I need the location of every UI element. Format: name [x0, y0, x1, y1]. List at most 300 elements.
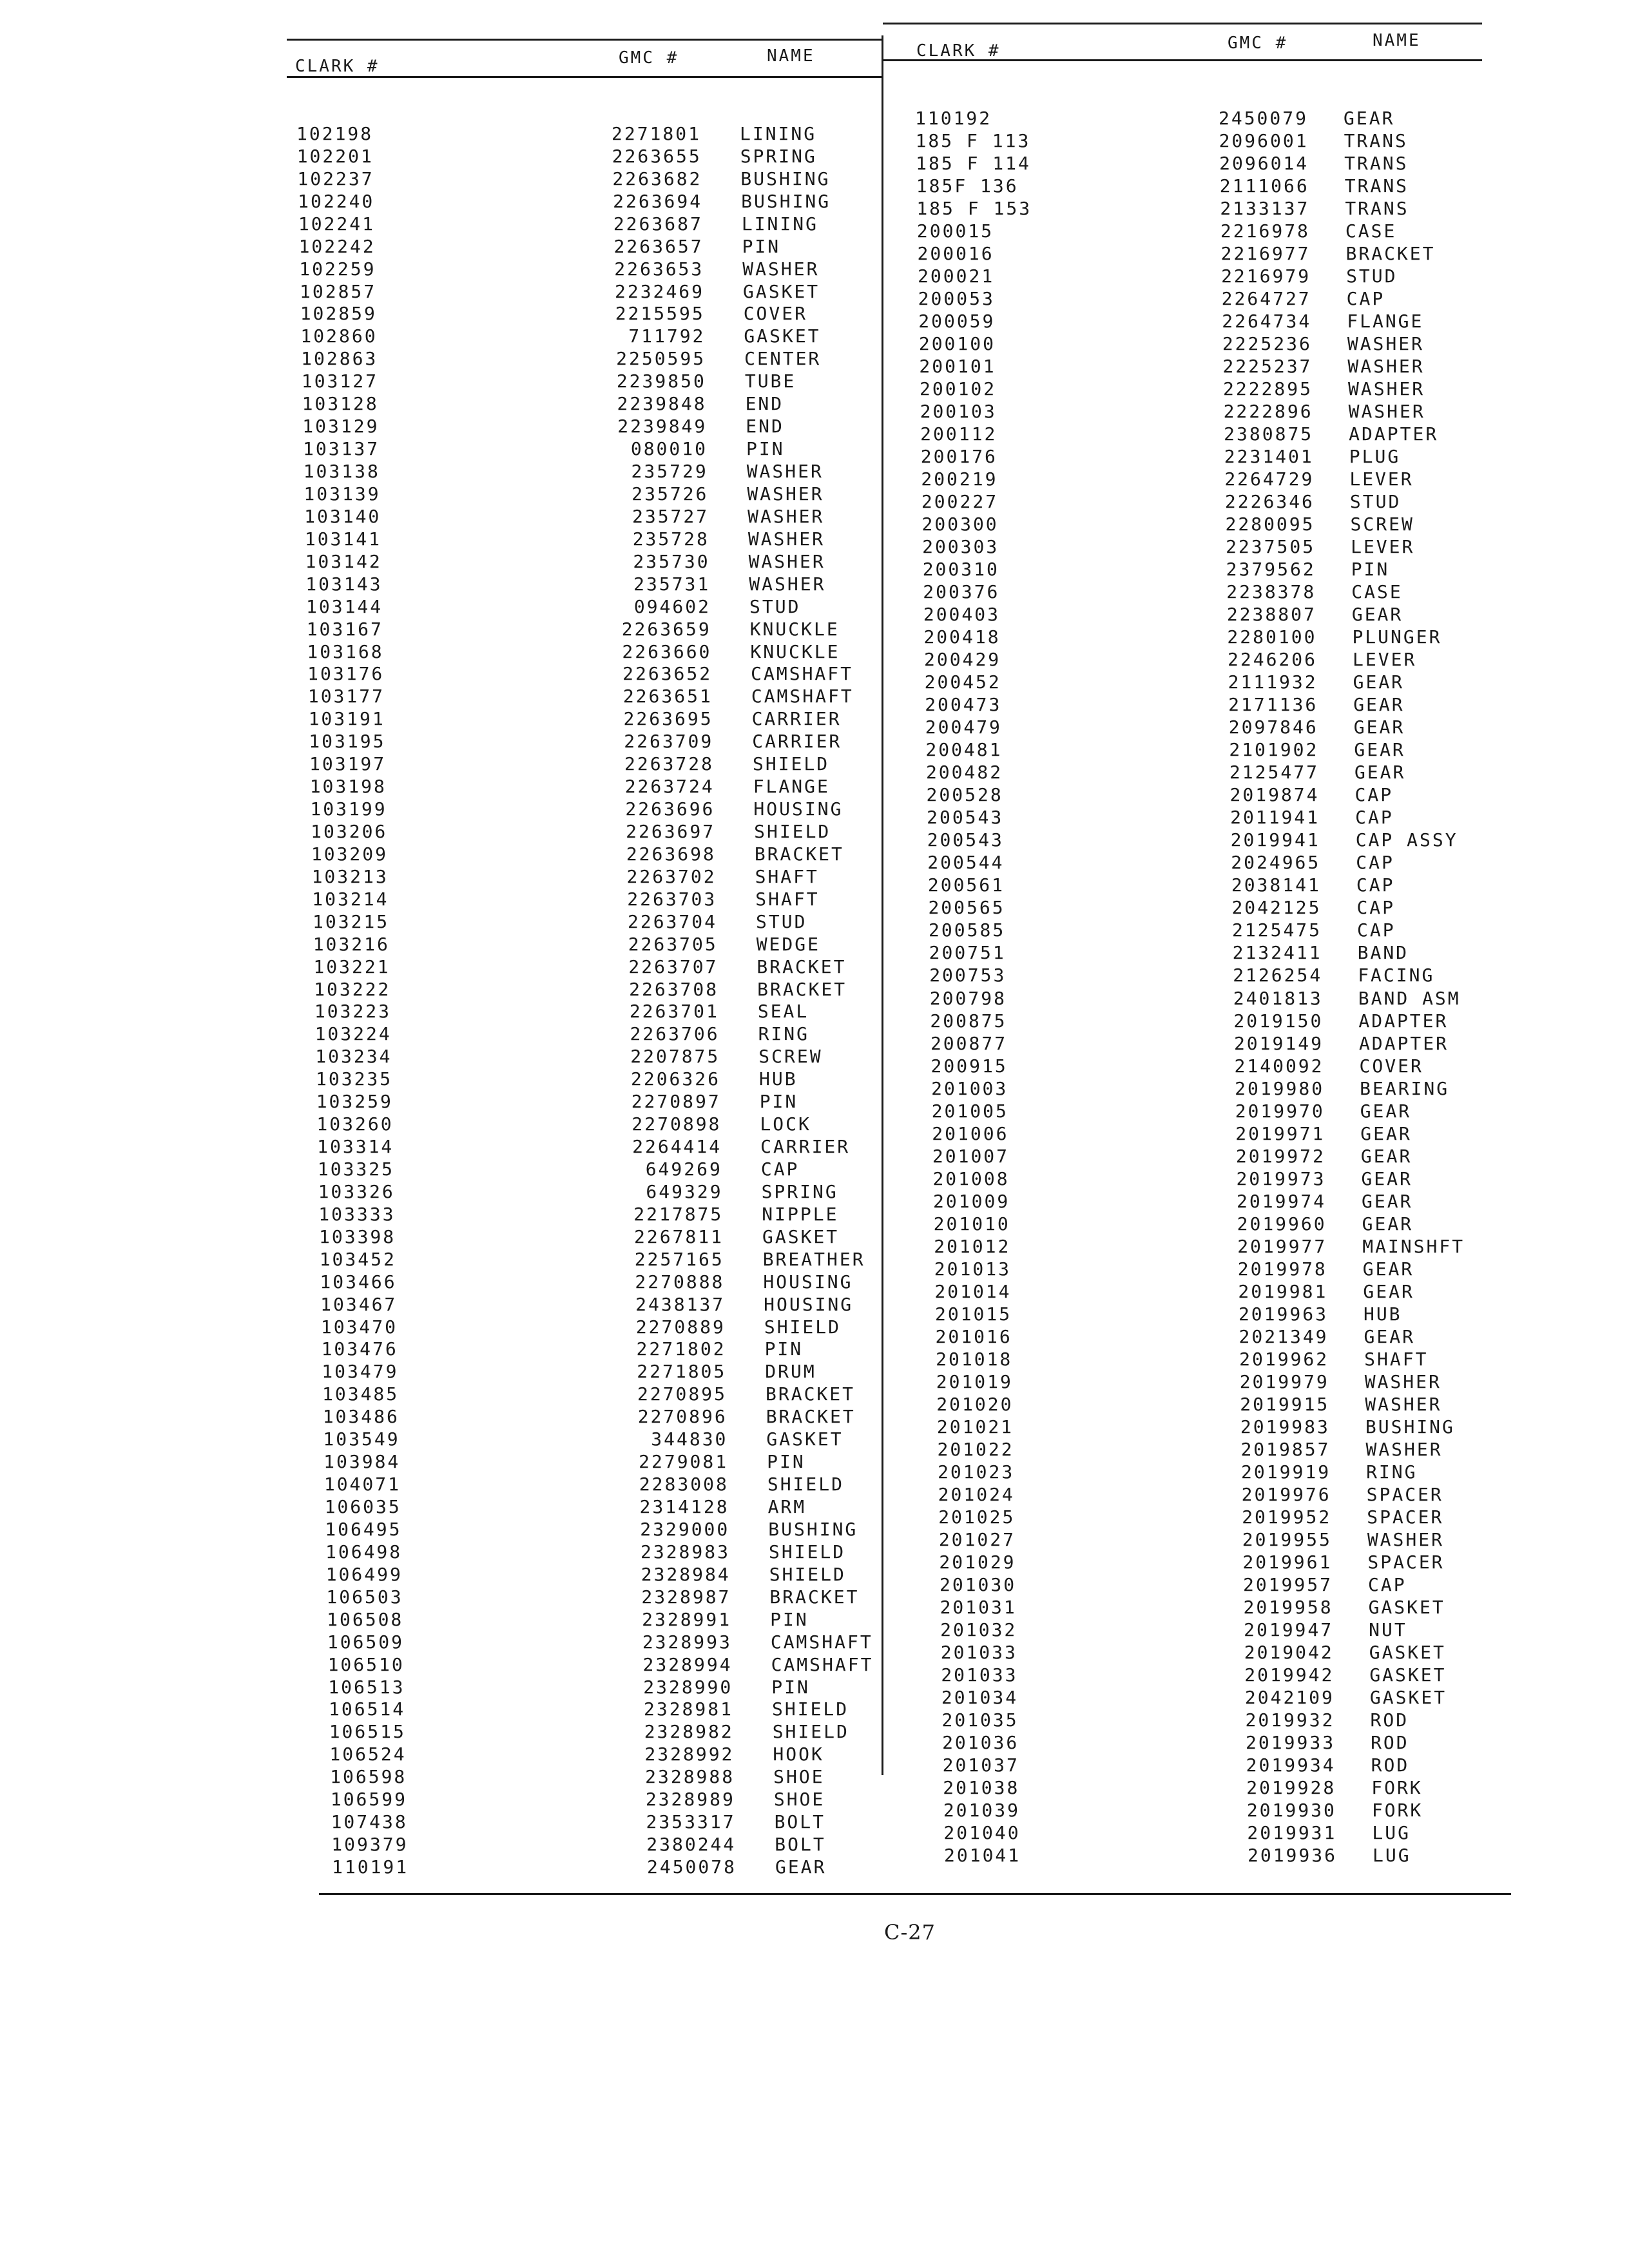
- clark-number: 104071: [323, 1474, 401, 1495]
- clark-number: 103325: [317, 1158, 394, 1180]
- table-row: [20, 1113, 811, 1136]
- gmc-number: 2216977: [1220, 243, 1311, 265]
- gmc-number: 2019942: [1244, 1664, 1335, 1686]
- clark-number: 106524: [329, 1744, 407, 1765]
- clark-number: 200429: [924, 649, 1001, 671]
- gmc-number: 2011941: [1230, 807, 1320, 829]
- gmc-number: 2019971: [1235, 1122, 1325, 1144]
- part-name: CAMSHAFT: [771, 1653, 874, 1675]
- table-row: [30, 1608, 809, 1631]
- part-name: LEVER: [1351, 536, 1415, 558]
- gmc-number: 2263687: [613, 213, 703, 235]
- table-row: [22, 1203, 839, 1226]
- part-name: WASHER: [747, 528, 825, 550]
- part-name: TRANS: [1344, 153, 1409, 175]
- clark-number: 200015: [916, 220, 994, 242]
- gmc-number: 235730: [633, 550, 710, 572]
- gmc-number: 2019974: [1237, 1190, 1327, 1212]
- part-name: ADAPTER: [1349, 423, 1439, 445]
- gmc-number: 2267811: [633, 1225, 724, 1247]
- table-row: [21, 1158, 800, 1181]
- gmc-number: 649269: [645, 1158, 722, 1180]
- gmc-number: 2019933: [1246, 1731, 1336, 1753]
- gmc-number: 2019930: [1246, 1799, 1336, 1821]
- part-name: TRANS: [1344, 130, 1408, 151]
- gmc-number: 2238807: [1226, 604, 1316, 626]
- gmc-number: 2328991: [642, 1608, 732, 1630]
- gmc-number: 2206326: [630, 1068, 720, 1090]
- part-name: GEAR: [775, 1856, 827, 1878]
- gmc-number: 2328992: [644, 1744, 735, 1765]
- clark-number: 200452: [924, 671, 1001, 693]
- part-name: LINING: [740, 123, 817, 144]
- table-row: [32, 1698, 849, 1721]
- gmc-number: 2097846: [1228, 716, 1318, 738]
- gmc-number: 2019972: [1235, 1145, 1325, 1167]
- clark-number: 103984: [323, 1451, 401, 1473]
- clark-number: 103486: [322, 1406, 400, 1428]
- clark-number: 201014: [934, 1280, 1012, 1302]
- part-name: BEARING: [1360, 1077, 1450, 1099]
- table-row: [14, 820, 831, 843]
- gmc-number: 2225236: [1222, 333, 1312, 355]
- clark-number: 200751: [929, 942, 1006, 964]
- table-row: [31, 1631, 873, 1654]
- header-rule-left: [287, 76, 883, 78]
- part-name: SCREW: [1350, 514, 1414, 535]
- gmc-number: 2101902: [1229, 739, 1319, 761]
- part-name: FORK: [1371, 1799, 1423, 1821]
- part-name: CARRIER: [760, 1136, 851, 1158]
- gmc-number: 2019955: [1242, 1528, 1332, 1550]
- table-row: [25, 1338, 804, 1361]
- part-name: GEAR: [1354, 762, 1406, 783]
- clark-number: 201007: [932, 1145, 1010, 1167]
- part-name: GEAR: [1362, 1190, 1413, 1212]
- table-row: [19, 1068, 798, 1091]
- gmc-number: 2263659: [621, 618, 711, 640]
- part-name: WASHER: [742, 258, 820, 280]
- part-name: WASHER: [1347, 356, 1425, 378]
- part-name: ROD: [1371, 1754, 1410, 1776]
- part-name: SHIELD: [764, 1316, 841, 1338]
- gmc-number: 235729: [631, 461, 708, 483]
- gmc-number: 2225237: [1222, 356, 1313, 378]
- table-row: [34, 1788, 825, 1811]
- gmc-number: 2270895: [637, 1383, 727, 1405]
- clark-number: 200473: [925, 694, 1002, 716]
- gmc-number: 2019874: [1229, 784, 1320, 806]
- clark-number: 106513: [328, 1676, 405, 1698]
- gmc-number: 2328994: [642, 1653, 733, 1675]
- gmc-number: 235731: [633, 573, 711, 595]
- clark-number: 103143: [305, 573, 383, 595]
- gmc-number: 2133137: [1220, 198, 1310, 220]
- gmc-number: 2328984: [641, 1563, 731, 1585]
- part-name: DRUM: [765, 1361, 816, 1383]
- part-name: CAP: [1355, 807, 1394, 829]
- gmc-number: 2222896: [1223, 401, 1313, 423]
- clark-number: 103223: [314, 1001, 391, 1023]
- gmc-number: 2263706: [630, 1023, 720, 1045]
- gmc-number: 2280095: [1225, 514, 1315, 535]
- gmc-number: 2328983: [640, 1541, 730, 1562]
- gmc-number: 2207875: [630, 1046, 720, 1068]
- clark-number: 103138: [303, 461, 380, 483]
- clark-number: 185 F 153: [916, 198, 1032, 220]
- part-name: PIN: [759, 1091, 798, 1113]
- clark-number: 102198: [296, 123, 374, 144]
- gmc-number: 2263695: [623, 708, 713, 730]
- clark-number: 201003: [931, 1077, 1008, 1099]
- clark-number: 103479: [322, 1361, 399, 1383]
- table-row: [7, 460, 824, 483]
- table-row: [16, 910, 807, 934]
- clark-number: 201035: [941, 1709, 1019, 1731]
- clark-number: 200016: [917, 243, 994, 265]
- part-name: LINING: [741, 213, 818, 235]
- gmc-number: 2239850: [616, 370, 706, 392]
- gmc-number: 2263724: [624, 776, 715, 798]
- clark-number: 201029: [939, 1551, 1016, 1573]
- gmc-number: 2257165: [634, 1248, 724, 1270]
- part-name: SHAFT: [755, 888, 820, 910]
- part-name: PLUNGER: [1352, 626, 1442, 648]
- clark-number: 201005: [931, 1100, 1008, 1122]
- page-number: C-27: [884, 1920, 936, 1945]
- gmc-number: 2328987: [641, 1586, 731, 1608]
- clark-number: 103215: [313, 910, 390, 932]
- clark-number: 200585: [929, 919, 1006, 941]
- clark-number: 200561: [927, 874, 1005, 896]
- clark-number: 201040: [943, 1821, 1021, 1843]
- part-name: BOLT: [774, 1811, 825, 1833]
- part-name: CAP: [1354, 784, 1394, 806]
- clark-number: 110191: [332, 1856, 409, 1878]
- gmc-number: 2380244: [646, 1834, 737, 1856]
- gmc-number: 2328993: [642, 1631, 732, 1653]
- part-name: SHIELD: [769, 1563, 846, 1585]
- table-row: [26, 1405, 856, 1428]
- header-gmc-right: GMC #: [1228, 34, 1288, 53]
- gmc-number: 649329: [646, 1180, 723, 1202]
- table-row: [33, 1743, 824, 1766]
- clark-number: 201027: [938, 1528, 1016, 1550]
- part-name: SHOE: [773, 1789, 825, 1811]
- gmc-number: 2019960: [1237, 1213, 1327, 1235]
- header-clark-left: CLARK #: [295, 57, 380, 76]
- part-name: GEAR: [1360, 1122, 1412, 1144]
- clark-number: 201023: [938, 1461, 1015, 1483]
- clark-number: 103224: [314, 1023, 392, 1045]
- gmc-number: 2438137: [635, 1293, 726, 1315]
- clark-number: 103467: [320, 1293, 398, 1315]
- gmc-number: 2019928: [1246, 1776, 1336, 1798]
- gmc-number: 2263703: [627, 888, 717, 910]
- part-name: WASHER: [1365, 1393, 1442, 1415]
- clark-number: 200053: [918, 288, 995, 310]
- gmc-number: 2216978: [1220, 220, 1310, 242]
- clark-number: 103221: [313, 956, 390, 977]
- gmc-number: 2263709: [624, 731, 714, 753]
- clark-number: 103137: [303, 438, 380, 460]
- gmc-number: 2019976: [1241, 1483, 1331, 1505]
- table-row: [12, 730, 842, 753]
- part-name: SEAL: [757, 1001, 809, 1023]
- part-name: LUG: [1372, 1821, 1411, 1843]
- part-name: WASHER: [1347, 333, 1424, 355]
- clark-number: 201012: [934, 1235, 1011, 1257]
- part-name: LEVER: [1353, 649, 1417, 671]
- part-name: WASHER: [746, 461, 824, 483]
- gmc-number: 2329000: [640, 1518, 730, 1540]
- clark-number: 200482: [925, 762, 1003, 783]
- gmc-number: 2096014: [1219, 153, 1309, 175]
- clark-number: 201021: [936, 1416, 1014, 1437]
- clark-number: 201010: [933, 1213, 1010, 1235]
- part-name: CARRIER: [752, 731, 842, 753]
- table-row: [7, 483, 824, 506]
- clark-number: 200479: [925, 716, 1002, 738]
- clark-number: 102860: [300, 325, 378, 347]
- part-name: SHIELD: [772, 1721, 849, 1743]
- part-name: GEAR: [1344, 108, 1395, 129]
- clark-number: 103128: [302, 393, 379, 415]
- gmc-number: 2380875: [1224, 423, 1314, 445]
- table-row: [0, 107, 1395, 130]
- gmc-number: 2263657: [613, 235, 704, 257]
- gmc-number: 2283008: [639, 1474, 729, 1495]
- clark-number: 102259: [299, 258, 376, 280]
- clark-number: 103326: [318, 1180, 395, 1202]
- part-name: STUD: [749, 595, 801, 617]
- clark-number: 201031: [940, 1596, 1017, 1618]
- gmc-number: 2271805: [637, 1361, 727, 1383]
- gmc-number: 2270888: [635, 1271, 725, 1293]
- part-name: HOUSING: [763, 1271, 853, 1293]
- gmc-number: 2217875: [633, 1203, 724, 1225]
- part-name: STUD: [756, 910, 807, 932]
- gmc-number: 2264734: [1222, 311, 1312, 332]
- clark-number: 106510: [327, 1653, 405, 1675]
- gmc-number: 2096001: [1219, 130, 1309, 151]
- clark-number: 201020: [936, 1393, 1014, 1415]
- part-name: GEAR: [1353, 716, 1405, 738]
- gmc-number: 2019979: [1239, 1370, 1329, 1392]
- clark-number: 103260: [316, 1113, 394, 1135]
- gmc-number: 2328981: [643, 1698, 733, 1720]
- part-name: PIN: [767, 1451, 805, 1473]
- part-name: TRANS: [1345, 198, 1409, 220]
- part-name: BREATHER: [762, 1248, 865, 1270]
- clark-number: 200565: [928, 897, 1005, 919]
- clark-number: 201008: [932, 1168, 1010, 1189]
- clark-number: 200877: [930, 1032, 1008, 1054]
- part-name: LEVER: [1349, 468, 1414, 490]
- part-name: SHIELD: [769, 1541, 846, 1562]
- part-name: WASHER: [1365, 1438, 1443, 1460]
- part-name: PIN: [771, 1676, 810, 1698]
- clark-number: 200021: [918, 265, 995, 287]
- clark-number: 102241: [298, 213, 375, 235]
- clark-number: 200219: [921, 468, 998, 490]
- clark-number: 201018: [936, 1348, 1013, 1370]
- clark-number: 103199: [310, 798, 387, 820]
- table-row: [28, 1495, 807, 1519]
- part-name: CAP: [1356, 874, 1395, 896]
- clark-number: 200103: [920, 401, 997, 423]
- clark-number: 200112: [920, 423, 998, 445]
- table-row: [13, 753, 830, 776]
- part-name: SPRING: [740, 145, 817, 167]
- clark-number: 103213: [311, 865, 389, 887]
- part-name: SCREW: [758, 1046, 823, 1068]
- clark-number: 185 F 113: [915, 130, 1031, 151]
- part-name: FLANGE: [1347, 311, 1424, 332]
- gmc-number: 2019150: [1233, 1010, 1324, 1032]
- gmc-number: 2237505: [1226, 536, 1316, 558]
- clark-number: 201034: [941, 1686, 1019, 1708]
- part-name: BRACKET: [769, 1586, 860, 1608]
- part-name: SPACER: [1367, 1551, 1445, 1573]
- gmc-number: 2328982: [644, 1721, 734, 1743]
- part-name: PIN: [764, 1338, 804, 1360]
- gmc-number: 2222895: [1222, 378, 1313, 400]
- clark-number: 200544: [927, 852, 1005, 874]
- table-row: [10, 618, 840, 641]
- gmc-number: 2279081: [639, 1451, 729, 1473]
- part-name: GASKET: [743, 280, 820, 302]
- clark-number: 109379: [331, 1834, 409, 1856]
- gmc-number: 2019962: [1239, 1348, 1329, 1370]
- part-name: END: [745, 393, 784, 415]
- part-name: GEAR: [1351, 604, 1403, 626]
- part-name: BRACKET: [757, 978, 847, 1000]
- clark-number: 200418: [923, 626, 1001, 648]
- clark-number: 106499: [325, 1563, 403, 1585]
- part-name: HOOK: [773, 1744, 824, 1765]
- part-name: GASKET: [762, 1225, 840, 1247]
- gmc-number: 235726: [631, 483, 709, 505]
- part-name: SHIELD: [772, 1698, 849, 1720]
- part-name: FACING: [1358, 965, 1435, 986]
- part-name: RING: [1366, 1461, 1418, 1483]
- gmc-number: 2019149: [1233, 1032, 1324, 1054]
- clark-number: 200543: [927, 829, 1004, 851]
- part-name: MAINSHFT: [1362, 1235, 1465, 1257]
- gmc-number: 2270898: [631, 1113, 722, 1135]
- part-name: SHAFT: [755, 865, 819, 887]
- gmc-number: 2270896: [637, 1406, 728, 1428]
- part-name: WASHER: [1348, 378, 1425, 400]
- table-row: [27, 1450, 805, 1474]
- clark-number: 106509: [327, 1631, 404, 1653]
- gmc-number: 2111066: [1219, 175, 1309, 197]
- table-row: [18, 1000, 809, 1023]
- part-name: GASKET: [1369, 1664, 1447, 1686]
- clark-number: 103139: [304, 483, 381, 505]
- part-name: LOCK: [760, 1113, 811, 1135]
- part-name: SPRING: [761, 1180, 838, 1202]
- part-name: SPACER: [1367, 1506, 1444, 1528]
- clark-number: 106498: [325, 1541, 403, 1562]
- part-name: NIPPLE: [762, 1203, 839, 1225]
- part-name: SHIELD: [754, 820, 831, 842]
- gmc-number: 2238378: [1226, 581, 1316, 603]
- part-name: KNUCKLE: [749, 618, 840, 640]
- part-name: CAP: [1367, 1573, 1407, 1595]
- gmc-number: 235727: [631, 505, 709, 527]
- gmc-number: 2328988: [645, 1766, 735, 1788]
- part-name: WASHER: [1364, 1370, 1441, 1392]
- part-name: CASE: [1345, 220, 1397, 242]
- clark-number: 102240: [298, 190, 375, 212]
- table-row: [29, 1541, 846, 1564]
- part-name: SHIELD: [767, 1474, 844, 1495]
- clark-number: 200875: [930, 1010, 1007, 1032]
- gmc-number: 2042109: [1244, 1686, 1335, 1708]
- part-name: HOUSING: [753, 798, 843, 820]
- table-row: [35, 1856, 827, 1879]
- part-name: CAP: [1357, 919, 1396, 941]
- gmc-number: 2019958: [1243, 1596, 1333, 1618]
- part-name: BRACKET: [766, 1406, 856, 1428]
- clark-number: 103195: [309, 731, 386, 753]
- table-row: [8, 528, 825, 551]
- gmc-number: 2353317: [646, 1811, 736, 1833]
- gmc-number: 2126254: [1233, 965, 1323, 986]
- clark-number: 103140: [304, 505, 381, 527]
- part-name: GEAR: [1361, 1168, 1412, 1189]
- gmc-number: 2263698: [626, 843, 716, 865]
- part-name: ROD: [1370, 1709, 1409, 1731]
- part-name: GASKET: [1369, 1686, 1447, 1708]
- part-name: CAP: [760, 1158, 800, 1180]
- part-name: GASKET: [744, 325, 821, 347]
- header-clark-right: CLARK #: [916, 41, 1001, 61]
- gmc-number: 2271801: [611, 123, 701, 144]
- clark-number: 106599: [330, 1789, 407, 1811]
- clark-number: 200528: [926, 784, 1003, 806]
- gmc-number: 2263660: [622, 640, 712, 662]
- part-name: CAP: [1356, 852, 1394, 874]
- clark-number: 103127: [301, 370, 378, 392]
- part-name: GEAR: [1353, 694, 1405, 716]
- gmc-number: 2239848: [617, 393, 707, 415]
- clark-number: 200798: [929, 987, 1007, 1009]
- clark-number: 103549: [323, 1428, 400, 1450]
- gmc-number: 2263651: [622, 686, 713, 707]
- part-name: CAP ASSY: [1355, 829, 1458, 851]
- gmc-number: 2280100: [1227, 626, 1317, 648]
- clark-number: 200543: [927, 807, 1004, 829]
- part-name: STUD: [1349, 491, 1402, 513]
- clark-number: 103476: [321, 1338, 398, 1360]
- part-name: GASKET: [766, 1428, 843, 1450]
- part-name: BAND: [1357, 942, 1409, 964]
- part-name: GASKET: [1368, 1596, 1445, 1618]
- part-name: COVER: [743, 303, 807, 325]
- clark-number: 200303: [922, 536, 999, 558]
- column-divider: [882, 35, 883, 1775]
- table-row: [6, 437, 785, 461]
- clark-number: 200403: [923, 604, 1000, 626]
- clark-number: 103206: [311, 820, 388, 842]
- clark-number: 102237: [297, 168, 374, 189]
- part-name: WASHER: [747, 483, 824, 505]
- part-name: CAMSHAFT: [751, 686, 854, 707]
- part-name: PIN: [1351, 559, 1390, 581]
